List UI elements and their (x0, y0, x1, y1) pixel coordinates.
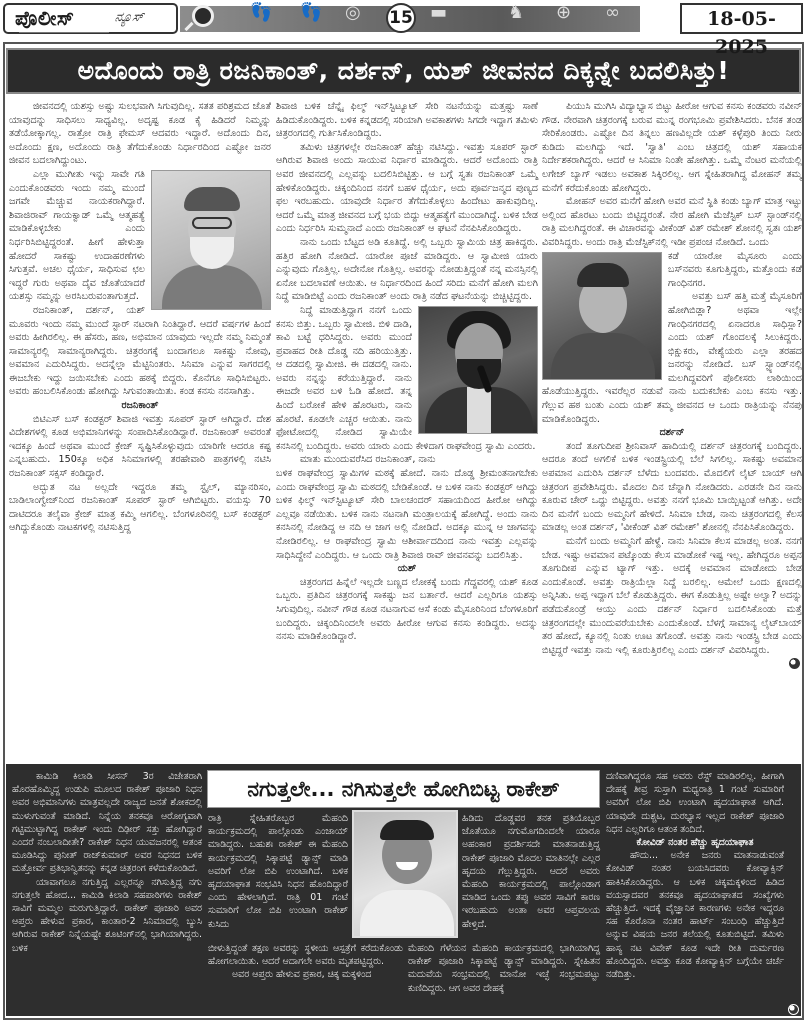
article-paragraph: ಮನೆಗೆ ಬಂದು ಅಮ್ಮನಿಗೆ ಹೇಳ್ದೆ. ನಾನು ಸಿನಿಮಾ ಕೆಲಸ ಮಾಡಲ್ಲ ಅಂತ. ನನಗೆ ಬೇಡ. ಇಷ್ಟು ಅವಮಾನ ಪಟ್ಕೊಂಡು ಕೆಲಸ ಮಾಡೋಕೆ ಇಷ್ಟ ಇಲ್ಲ. ಹೇಗಿದ್ದರೂ ಅಪ್ಪನ ತೂಗುದೀಪ ಎನ್ನುವ ಟ್ಯಾಗ್ ಇತ್ತು. ಅದಕ್ಕೆ ಅವಮಾನ ಮಾಡೋದು ಬೇಡ ಎಂದುಕೊಂಡೆ. ಅವತ್ತು ರಾತ್ರಿಯೆಲ್ಲಾ ನಿದ್ದೆ ಬರಲಿಲ್ಲ. ಆಮೇಲೆ ಒಂದು ಕ್ಷಣದಲ್ಲಿ ಅನ್ನಿಸಿತು. ಅಪ್ಪ ಇದ್ದಾಗ ಬೆಲೆ ಕೊಡುತ್ತಿದ್ದರು. ಈಗ ಕೊಡುತ್ತಿಲ್ಲ ಅಷ್ಟೇ ಅಲ್ವಾ? ಅದನ್ನು ಪಡೆದುಕೊಂಡ್ರೆ ಆಯ್ತು ಎಂದು ದರ್ಶನ್ ನಿರ್ಧಾರ ಬದಲಿಸಿಕೊಂಡು ಮತ್ತೆ ಚಿತ್ರರಂಗದಲ್ಲೇ ಮುಂದುವರೆಯಬೇಕು ಎಂದುಕೊಂಡೆ. ಬೆಳಗ್ಗೆ ಸಾಮಾನ್ಯ ಲೈಟ್‌ಬಾಯ್ ತರ ಹೋದೆ, ಕ್ಯೂನಲ್ಲಿ ನಿಂತು ಊಟ ತಗೊಂಡೆ. ಅವತ್ತು ನಾನು ಇಂಡಸ್ಟ್ರಿ ಬೇಡ ಎಂದು ಬಿಟ್ಟಿದ್ದರೆ ಇವತ್ತು ನಾನು ಇಲ್ಲಿ ಕೂರುತ್ತಿರಲಿಲ್ಲ ಎಂದು ದರ್ಶನ್ ವಿವರಿಸಿದ್ದರು. (542, 536, 802, 656)
yash-photo (418, 306, 538, 434)
article-paragraph: ಅವತ್ತು ಬಸ್ ಹತ್ತಿ ಮತ್ತೆ ಮೈಸೂರಿಗೆ ಹೋಗಿಬಿಡ್ಲಾ? ಅಥವಾ ಇಲ್ಲೇ ಗಾಂಧಿನಗರದಲ್ಲಿ ಏನಾದರೂ ಸಾಧಿಸ್ಲಾ? ಎಂದು ಯಶ್ ಗೊಂದಲಕ್ಕೆ ಸಿಲುಕಿದ್ದರು. ಭಿಕ್ಷುಕರು, ವೇಶ್ಯೆಯರು ಎಲ್ಲಾ ತರಹದ ಜನರನ್ನು ನೋಡಿದೆ. ಬಸ್ ಸ್ಟ್ಯಾಂಡ್‌ನಲ್ಲಿ ಮಲಗಿದ್ದವರಿಗೆ ಪೊಲೀಸರು ಲಾಠಿಯಿಂದ ಹೊಡೆಯುತ್ತಿದ್ದರು. ಇವರೆಲ್ಲರ ನಡುವೆ ನಾನು ಬದುಕಬೇಕು ಎಂಬ ಕನಸು ಇತ್ತು. ಗೆಲ್ಲುವ ಹಠ ಬಂತು ಎಂದು ಯಶ್ ತಮ್ಮ ಜೀವನದ ಆ ಒಂದು ರಾತ್ರಿಯನ್ನು ನೆನಪು ಮಾಡಿಕೊಂಡಿದ್ದರು. (542, 291, 802, 425)
rakesh-paragraph: ಹೌದು... ಅನೇಕ ಜನರು ಮಾತನಾಡುವಂತೆ ಕೋವಿಡ್ ನಂತರ ಬಯಸಿದವರು ಕೋವ್ಯಾಕ್ಸಿನ್ ಹಾಕಿಸಿಕೊಂಡಿದ್ದರು. ಆ ಬಳಿಕ ಚಿಕ್ಕಮಕ್ಕಳಿಂದ ಹಿಡಿದ ವಯಸ್ಸಾದವರ ತನಕವೂ ಹೃದಯಾಘಾತದ ಸಂಖ್ಯೆಗಳು ಹೆಚ್ಚುತ್ತಿದೆ. ಇದಕ್ಕೆ ವೈಜ್ಞಾನಿಕ ಕಾರಣಗಳು ಅನೇಕ ಇದ್ದರೂ ಸಹ ಕೊರೊನಾ ನಂತರ ಹಾರ್ಟ್ ಸಂಬಂಧಿ ಹೆಚ್ಚುತ್ತಿದೆ ಅನ್ನುವ ವಿಷಯ ಜನರ ತಲೆಯಲ್ಲಿ ಕೂತುಬಿಟ್ಟಿದೆ. ತಮಿಳು ಹಾಸ್ಯ ನಟ ವಿವೇಕ್ ಕೂಡ ಇದೇ ರೀತಿ ದುರ್ಮರಣ ಹೊಂದಿದ್ದರು. ಅವತ್ತು ಕೂಡ ಕೋವ್ಯಾಕ್ಸಿನ್ ಬಗ್ಗೆಯೇ ಚರ್ಚೆ ನಡೆದಿತ್ತು. (606, 850, 784, 981)
rakesh-column-2a (208, 812, 348, 940)
footprint-icon: 👣 (250, 2, 273, 23)
article-paragraph: ಬಿಟಿಎಸ್ ಬಸ್ ಕಂಡಕ್ಟರ್ ಶಿವಾಜಿ ಇವತ್ತು ಸೂಪರ್ ಸ್ಟಾರ್ ಆಗಿದ್ದಾರೆ. ದೇಶ ವಿದೇಶಗಳಲ್ಲಿ ಕೂಡ ಅಭಿಮಾನಿಗಳನ್ನು ಸಂಪಾದಿಸಿಕೊಂಡಿದ್ದಾರೆ. ರಜನಿಕಾಂತ್ ಅವರಂತೆ ಇದಕ್ಕೂ ಹಿಂದೆ ಅಥವಾ ಮುಂದೆ ಕ್ರೇಜ್ ಸೃಷ್ಟಿಸಿಕೊಳ್ಳುವುದು ಯಾರಿಗೇ ಆದರೂ ಕಷ್ಟ ಎನ್ನಬಹುದು. 150ಕ್ಕೂ ಅಧಿಕ ಸಿನಿಮಾಗಳಲ್ಲಿ ತರಹೇವಾರಿ ಪಾತ್ರಗಳಲ್ಲಿ ನಟಿಸಿ ರಜನಿಕಾಂತ್ ಸಕ್ಸಸ್ ಕಂಡಿದ್ದಾರೆ. (9, 413, 271, 480)
logo-subtext: ನ್ಯೂಸ್ (113, 10, 145, 25)
pistol-icon: ▬ (430, 2, 448, 23)
rakesh-column-2d (408, 942, 600, 1016)
article-paragraph: ನಾನು ಒಂದು ಬೆಟ್ಟದ ಅಡಿ ಕೂತಿದ್ದೆ. ಅಲ್ಲಿ ಒಬ್ಬರು ಸ್ವಾಮಿಯ ಚಿತ್ರ ಹಾಕಿದ್ದರು. ಹತ್ತಿರ ಹೋಗಿ ನೋಡಿದೆ. ಯಾರೋ ಪೂಜೆ ಮಾಡಿದ್ದರು. ಆ ಸ್ವಾಮೀಜಿ ಯಾರು ಎನ್ನುವುದು ಗೊತ್ತಿಲ್ಲ. ಅದೇನೋ ಗೊತ್ತಿಲ್ಲ. ಅವರನ್ನು ನೋಡುತ್ತಿದ್ದಂತೆ ನನ್ನ ಮನಸ್ಸಿನಲ್ಲಿ ಏನೋ ಬದಲಾವಣೆ ಆಯಿತು. ಆ ನಿರ್ಧಾರದಿಂದ ಹಿಂದೆ ಸರಿದು ಮನೆಗೆ ಹೋಗಿ ಮಲಗಿ ನಿದ್ದೆ ಮಾಡಿಬಿಟ್ಟೆ ಎಂದು ರಜನಿಕಾಂತ್ ಅಂದು ರಾತ್ರಿ ನಡೆದ ಘಟನೆಯನ್ನು ಬಿಚ್ಚಿಟ್ಟಿದ್ದರು. (276, 236, 538, 303)
photo-figure-body (162, 265, 262, 310)
rakesh-paragraph: ದಣಿವಾಗಿದ್ದರೂ ಸಹ ಅವರು ರೆಸ್ಟ್ ಮಾಡಿರಲಿಲ್ಲ. ಹೀಗಾಗಿ ದೇಹಕ್ಕೆ ತೀವ್ರ ಸುಸ್ತಾಗಿ ಮಧ್ಯರಾತ್ರಿ 1 ಗಂಟೆ ಸುಮಾರಿಗೆ ಅವರಿಗೆ ಲೋ ಬಿಪಿ ಉಂಟಾಗಿ ಹೃದಯಾಘಾತ ಆಗಿದೆ. ಯಾವುದೇ ದುಶ್ಚಟ, ದುರಭ್ಯಾಸ ಇಲ್ಲದ ರಾಕೇಶ್ ಪೂಜಾರಿ ನಿಧನ ಎಲ್ಲರಿಗೂ ಆತಂಕ ತಂದಿದೆ. (606, 771, 784, 835)
logo-text: ಪೊಲೀಸ್ (15, 6, 75, 30)
photo-figure-body (551, 333, 655, 380)
magnifier-icon (192, 5, 214, 27)
photo-figure-hair (184, 187, 240, 211)
page-number: 15 (386, 3, 416, 33)
article-paragraph: ಕಡೆ ಯಾರೋ ಮೈಸೂರು ಎಂದು ಬಸ್‌ನವರು ಕೂಗುತ್ತಿದ್ದರು, ಮತ್ತೊಂದು ಕಡೆ ಗಾಂಧಿನಗರ. (668, 250, 802, 289)
article-paragraph: ಅದ್ಭುತ ನಟ ಅಲ್ಲದೇ ಇದ್ದರೂ ತಮ್ಮ ಸ್ಟೈಲ್, ಮ್ಯಾನರಿಸಂ, ಬಾಡಿಲಾಂಗ್ವೇಜ್‌ನಿಂದ ರಜನಿಕಾಂತ್ ಸೂಪರ್ ಸ್ಟಾರ್ ಆಗಿಬಿಟ್ಟರು. ವಯಸ್ಸು 70 ದಾಟಿದರೂ ತಲೈವಾ ಕ್ರೇಜ್ ಮಾತ್ರ ಕಮ್ಮಿ ಆಗಲಿಲ್ಲ. ಬೆಂಗಳೂರಿನಲ್ಲಿ ಬಸ್ ಕಂಡಕ್ಟರ್ ಆಗಿದ್ದುಕೊಂಡು ನಾಟಕಗಳಲ್ಲಿ ನಟಿಸುತ್ತಿದ್ದ (9, 481, 271, 534)
article-paragraph: ಚಿತ್ರರಂಗದ ಹಿನ್ನೆಲೆ ಇಲ್ಲದೇ ಬಣ್ಣದ ಲೋಕಕ್ಕೆ ಬಂದು ಗೆದ್ದವರಲ್ಲಿ ಯಶ್ ಕೂಡ ಒಬ್ಬರು. ಪ್ರತಿದಿನ ಚಿತ್ರರಂಗಕ್ಕೆ ಸಾಕಷ್ಟು ಜನ ಬರ್ತಾರೆ. ಆದರೆ ಎಲ್ಲರಿಗೂ ಯಶಸ್ಸು ಸಿಗುವುದಿಲ್ಲ. ನವೀನ್ ಗೌಡ ಕೂಡ ನಟನಾಗುವ ಆಸೆ ಕಂಡು ಮೈಸೂರಿನಿಂದ ಬೆಂಗಳೂರಿಗೆ ಬಂದಿದ್ದರು. ಚಿಕ್ಕಂದಿನಿಂದಲೇ ಅವರು ಹೀರೋ ಆಗುವ ಕನಸು ಕಂಡಿದ್ದರು. ಅದನ್ನು ನನಸು ಮಾಡಿಕೊಂಡಿದ್ದಾರೆ. (276, 576, 538, 643)
photo-figure-beard (190, 237, 234, 269)
rakesh-paragraph: ಕಾಮಿಡಿ ಕಿಲಾಡಿ ಸೀಸನ್ 3ರ ವಿಜೇತರಾಗಿ ಹೊರಹೊಮ್ಮಿದ್ದ ಉಡುಪಿ ಮೂಲದ ರಾಕೇಶ್ ಪೂಜಾರಿ ನಿಧನ ಅವರ ಅಭಿಮಾನಿಗಳು ಮಾತ್ರವಲ್ಲದೇ ರಾಜ್ಯದ ಜನತೆ ಶೋಕದಲ್ಲಿ ಮುಳುಗುವಂತೆ ಮಾಡಿದೆ. ನಿನ್ನೆಯ ತನಕವೂ ಆರೋಗ್ಯವಾಗಿ ಗಟ್ಟಿಮುಟ್ಟಾಗಿದ್ದ ರಾಕೇಶ್ ಇಂದು ದಿಢೀರ್ ಸತ್ತು ಹೋಗಿದ್ದಾರೆ ಎಂದರೆ ನಂಬಲಾದೀತೇ? ರಾಕೇಶ್ ನಿಧನ ಯುವಜನರಲ್ಲಿ ಆತಂಕ ಮೂಡಿಸಿದ್ದು ಪುನೀತ್ ರಾಜ್‌ಕುಮಾರ್ ಅವರ ನಿಧನದ ಬಳಿಕ ಮತ್ತೋರ್ವ ಪ್ರತಿಭಾನ್ವಿತನನ್ನು ಕನ್ನಡ ಚಿತ್ರರಂಗ ಕಳೆದುಕೊಂಡಿದೆ. (12, 771, 202, 875)
article-paragraph: ಪಿಯುಸಿ ಮುಗಿಸಿ ವಿದ್ಯಾಭ್ಯಾಸ ಬಿಟ್ಟು ಹೀರೋ ಆಗುವ ಕನಸು ಕಂಡವರು ನವೀನ್ ಗೌಡ. ನೇರವಾಗಿ ಚಿತ್ರರಂಗಕ್ಕೆ ಬರುವ ಮುನ್ನ ರಂಗಭೂಮಿ ಪ್ರವೇಶಿಸಿದರು. ಬೆನಕ ತಂಡ ಸೇರಿಕೊಂಡರು. ಎಷ್ಟೋ ದಿನ ತಿನ್ನಲು ಹಣವಿಲ್ಲದೇ ಯಶ್ ಕಳ್ಳೆಪುರಿ ತಿಂದು ನೀರು ಕುಡಿದು ಮಲಗಿದ್ದು ಇದೆ. 'ಸ್ವಾತಿ' ಎಂಬ ಚಿತ್ರದಲ್ಲಿ ಯಶ್ ಸಹಾಯಕ ನಿರ್ದೇಶಕರಾಗಿದ್ದರು. ಆದರೆ ಆ ಸಿನಿಮಾ ನಿಂತೇ ಹೋಗಿತ್ತು. ಒಮ್ಮೆ ನೆಂಟರ ಮನೆಯಲ್ಲಿ ಲಗೇಜ್ ಬ್ಯಾಗ್ ಇಡಲು ಅವಕಾಶ ಸಿಕ್ಕಿರಲಿಲ್ಲ. ಆಗ ಸ್ನೇಹಿತರಾಗಿದ್ದ ಮೋಹನ್ ತಮ್ಮ ಮನೆಗೆ ಕರೆದುಕೊಂಡು ಹೋಗಿದ್ದರು. (542, 101, 802, 194)
article-column-1 (9, 100, 271, 760)
article-paragraph: ಬಳಿಕ ರಾಘವೇಂದ್ರ ಸ್ವಾಮಿಗಳ ಮಠಕ್ಕೆ ಹೋದೆ. ನಾನು ದೊಡ್ಡ ಶ್ರೀಮಂತನಾಗಬೇಕು ಎಂದು ರಾಘವೇಂದ್ರ ಸ್ವಾಮಿ ಮಠದಲ್ಲಿ ಬೇಡಿಕೊಂಡೆ. ಆ ಬಳಿಕ ನಾನು ಕಂಡಕ್ಟರ್ ಆಗಿದ್ದು ಬಳಿಕ ಫಿಲ್ಮ್ ಇನ್‌ಸ್ಟಿಟ್ಯೂಟ್ ಸೇರಿ ಬಾಲಚಂದರ್ ಸಹಾಯದಿಂದ ಹೀರೋ ಆಗಿದ್ದು ಎಲ್ಲವೂ ನಡೆಯಿತು. ಬಳಿಕ ನಾನು ನಟನಾಗಿ ಮಂತ್ರಾಲಯಕ್ಕೆ ಹೋಗಿದ್ದೆ. ಅಂದು ನಾನು ಕನಸಿನಲ್ಲಿ ನೋಡಿದ್ದ ಆ ನದಿ ಆ ಜಾಗ ಅಲ್ಲಿ ನೋಡಿದೆ. ಅದಕ್ಕೂ ಮುನ್ನ ಆ ಜಾಗವನ್ನು ನೋಡಿರಲಿಲ್ಲ. ಆ ರಾಘವೇಂದ್ರ ಸ್ವಾಮಿ ಆಶೀರ್ವಾದದಿಂದ ನಾನು ಇವತ್ತು ಎಲ್ಲವನ್ನು ಸಾಧಿಸಿದ್ದೇನೆ ಎಂದಿದ್ದರು. ಆ ಒಂದು ರಾತ್ರಿ ಶಿವಾಜಿ ರಾವ್ ಜೀವನವನ್ನು ಬದಲಿಸಿತ್ತು. (276, 468, 538, 561)
subheading-covid: ಕೋವಿಡ್ ನಂತರ ಹೆಚ್ಚು ಹೃದಯಾಘಾತ (636, 837, 754, 849)
rakesh-column-3 (606, 770, 784, 1015)
rakesh-story-title-box (207, 770, 600, 808)
rajinikanth-photo (151, 170, 271, 310)
rakesh-paragraph: ಮೆಹಂದಿ ಗೆಳೆಯನ ಮೆಹಂದಿ ಕಾರ್ಯಕ್ರಮದಲ್ಲಿ ಭಾಗಿಯಾಗಿದ್ದ ರಾಕೇಶ್ ಪೂಜಾರಿ ಸಿಕ್ಕಾಪಟ್ಟೆ ಡ್ಯಾನ್ಸ್ ಮಾಡಿದ್ದರು. ಸ್ನೇಹಿತನ ಮದುವೆಯ ಸಂಭ್ರಮದಲ್ಲಿ ಮಾನೋ ಇಚ್ಛೆ ಸಂಭ್ರಮಪಟ್ಟು ಕುಣಿದಿದ್ದರು. ಆಗ ಅವರ ದೇಹಕ್ಕೆ (408, 943, 600, 994)
issue-date: 18-05-2025 (680, 3, 803, 34)
handcuffs-icon: ∞ (605, 2, 620, 23)
darshan-photo (542, 252, 662, 380)
article-end-mark-icon (788, 1004, 799, 1015)
article-end-mark-icon (789, 658, 800, 669)
subheading-rajinikanth: ರಜನಿಕಾಂತ್ (121, 400, 159, 412)
photo-figure-hair (577, 263, 629, 287)
rakesh-column-2b (462, 812, 600, 940)
footprint-icon: 👣 (300, 2, 323, 23)
rakesh-paragraph: ಯಾವಾಗಲೂ ನಗುತ್ತಿದ್ದ ಎಲ್ಲರನ್ನೂ ನಗಿಸುತ್ತಿದ್ದ ನಗು ನಗುತ್ತಲೇ ಹೋದ... ಕಾಮಿಡಿ ಕಿಲಾಡಿ ಸಹಪಾಠಿಗಳು ರಾಕೇಶ್ ಸಾವಿಗೆ ಮಮ್ಮಲ ಮರುಗುತ್ತಿದ್ದಾರೆ. ರಾಕೇಶ್ ಪೂಜಾರಿ ಅವರ ಆಪ್ತರು ಹೇಳುವ ಪ್ರಕಾರ, ಕಾಂತಾರ-2 ಸಿನಿಮಾದಲ್ಲಿ ಬ್ಯುಸಿ ಆಗಿರುವ ರಾಕೇಶ್ ನಿನ್ನೆಯಷ್ಟೇ ಶೂಟಿಂಗ್‌ನಲ್ಲಿ ಭಾಗಿಯಾಗಿದ್ದರು. ಬಳಿಕ (12, 876, 202, 954)
article-column-2 (276, 100, 538, 760)
logo-underline (19, 32, 109, 33)
rakesh-paragraph: ಹಿಡಿದು ದೊಡ್ಡವರ ತನಕ ಪ್ರತಿಯೊಬ್ಬರ ಜೊತೆಯೂ ನಗುಮೊಗದಿಂದಲೇ ಯಾರೂ ಅಹಂಕಾರ ಪ್ರದರ್ಶಿಸದೇ ಮಾತನಾಡುತ್ತಿದ್ದ ರಾಕೇಶ್ ಪೂಜಾರಿ ಮೊದಲ ಮಾತಿನಲ್ಲೇ ಎಲ್ಲರ ಹೃದಯ ಗೆಲ್ಲುತ್ತಿದ್ದರು. ಆದರೆ ಅವರು ಮೆಹಂದಿ ಕಾರ್ಯಕ್ರಮದಲ್ಲಿ ಪಾಲ್ಗೊಂಡಾಗ ಮಾಡಿದ ಒಂದು ತಪ್ಪು ಅವರ ಸಾವಿಗೆ ಕಾರಣ ಇರಬಹುದು ಅಂತಾ ಅವರ ಆಪ್ತವಲಯ ಹೇಳ್ತಿದೆ. (462, 813, 600, 930)
article-paragraph: ನಿದ್ದೆ ಮಾಡುತ್ತಿದ್ದಾಗ ನನಗೆ ಒಂದು ಕನಸು ಬಿತ್ತು. ಒಬ್ಬರು ಸ್ವಾಮೀಜಿ. ಬಿಳಿ ದಾಡಿ, ಕಾವಿ ಬಟ್ಟೆ ಧರಿಸಿದ್ದರು. ಅವರು ಮುಂದೆ ಪ್ರವಾಹದ ರೀತಿ ದೊಡ್ಡ ನದಿ ಹರಿಯುತ್ತಿತ್ತು. ಆ ದಡದಲ್ಲಿ ಸ್ವಾಮೀಜಿ. ಈ ದಡದಲ್ಲಿ ನಾನು. ಅವರು ನನ್ನನ್ನು ಕರೆಯುತ್ತಿದ್ದಾರೆ. ನಾನು ಈಜದೇ ಅವರ ಬಳಿ ಓಡಿ ಹೋದೆ. ತನ್ನ ಹಿಂದೆ ಬರೋಕೆ ಹೇಳಿ ಹೊರಟರು, ನಾನು ಹೊರಟೆ. ಕೂಡಲೇ ಎಚ್ಚರ ಆಯಿತು. ನಾನು ಫೋಟೋದಲ್ಲಿ ನೋಡಿದ ಸ್ವಾಮಿಯೇ ಕನಸಿನಲ್ಲಿ ಬಂದಿದ್ದರು. ಅವರು ಯಾರು ಎಂದು ಕೇಳಿದಾಗ ರಾಘವೇಂದ್ರ ಸ್ವಾಮಿ ಎಂದರು. (276, 304, 536, 452)
rakesh-story-title: ನಗುತ್ತಲೇ... ನಗಿಸುತ್ತಲೇ ಹೋಗಿಬಿಟ್ಟ ರಾಕೇಶ್ (247, 777, 560, 801)
article-paragraph: ಮಾತು ಮುಂದುವರೆಸಿದ ರಜನಿಕಾಂತ್, ನಾನು (300, 454, 436, 466)
photo-figure-body (360, 890, 454, 938)
rakesh-paragraph: ರಾತ್ರಿ ಸ್ನೇಹಿತರೊಬ್ಬರ ಮೆಹಂದಿ ಕಾರ್ಯಕ್ರಮದಲ್ಲಿ ಪಾಲ್ಗೊಂಡು ಎಂಜಾಯ್ ಮಾಡಿದ್ದರು. ಬಹುಶಃ ರಾಕೇಶ್ ಈ ಮೆಹಂದಿ ಕಾರ್ಯಕ್ರಮದಲ್ಲಿ ಸಿಕ್ಕಾಪಟ್ಟೆ ಡ್ಯಾನ್ಸ್ ಮಾಡಿ ಅವರಿಗೆ ಲೋ ಬಿಪಿ ಉಂಟಾಗಿದೆ. ಬಳಿಕ ಹೃದಯಾಘಾತ ಸಂಭವಿಸಿ ನಿಧನ ಹೊಂದಿದ್ದಾರೆ ಎಂದು ಹೇಳಲಾಗ್ತಿದೆ. ರಾತ್ರಿ 01 ಗಂಟೆ ಸುಮಾರಿಗೆ ಲೋ ಬಿಪಿ ಉಂಟಾಗಿ ರಾಕೇಶ್ ಕುಸಿದು (208, 813, 348, 930)
article-paragraph: ರಜನಿಕಾಂತ್, ದರ್ಶನ್, ಯಶ್ ಮೂವರು ಇಂದು ನಮ್ಮ ಮುಂದೆ ಸ್ಟಾರ್ ನಟರಾಗಿ ನಿಂತಿದ್ದಾರೆ. ಆದರೆ ವರ್ಷಗಳ ಹಿಂದೆ ಅವರು ಹೀಗಿರಲಿಲ್ಲ. ಈ ಹೆಸರು, ಹಣ, ಅಭಿಮಾನ ಯಾವುದು ಇಲ್ಲದೇ ನಮ್ಮ ನಿಮ್ಮಂತೆ ಸಾಮಾನ್ಯರಲ್ಲಿ ಸಾಮಾನ್ಯರಾಗಿದ್ದರು. ಚಿತ್ರರಂಗಕ್ಕೆ ಬಂದಾಗಲೂ ಸಾಕಷ್ಟು ನೋವು, ಅವಮಾನ ಎದುರಿಸಿದ್ದರು. ಅದನ್ನೆಲ್ಲಾ ಮೆಟ್ಟಿನಿಂತರು. ಸಿನಿಮಾ ಎನ್ನುವ ಸಾಗರದಲ್ಲಿ ಈಜಬೇಕು ಇದ್ದು ಜಯಿಸಬೇಕು ಎಂದು ಹಠಕ್ಕೆ ಬಿದ್ದರು. ಕೊನೆಗೂ ಸಾಧಿಸಿಬಿಟ್ಟರು. ಅವರು ಹಂಬಲಿಸಿಕೊಂಡು ಹೋಗಿದ್ದು ಸಿಗುವಂತಾಯಿತು. ಕಂಡ ಕನಸು ನನಸಾಗಿತ್ತು. (9, 304, 271, 398)
article-paragraph: ಮೋಹನ್ ಅವರ ಮನೆಗೆ ಹೋಗಿ ಅವರ ಮನೆ ಸ್ಥಿತಿ ಕಂಡು ಬ್ಯಾಗ್ ಮಾತ್ರ ಇಟ್ಟು ಅಲ್ಲಿಂದ ಹೊರಟು ಬಂದು ಬಿಟ್ಟಿದ್ದರಂತೆ. ನೇರ ಹೋಗಿ ಮೆಜೆಸ್ಟಿಕ್ ಬಸ್ ಸ್ಟಾಂಡ್‌ನಲ್ಲಿ ರಾತ್ರಿ ಮಲಗಿದ್ದರಂತೆ. ಈ ವಿಚಾರವನ್ನು ವೀಕೆಂಡ್ ವಿತ್ ರಮೇಶ್ ಶೋನಲ್ಲಿ ಸ್ವತಃ ಯಶ್ ವಿವರಿಸಿದ್ದರು. ಅಂದು ರಾತ್ರಿ ಮೆಜೆಸ್ಟಿಕ್‌ನಲ್ಲಿ ಇಡೀ ಪ್ರಪಂಚ ನೋಡಿದೆ. ಒಂದು (542, 196, 802, 248)
newspaper-logo (3, 3, 178, 34)
article-paragraph: ತಮಿಳು ಚಿತ್ರಗಳಲ್ಲೇ ರಜನಿಕಾಂತ್ ಹೆಚ್ಚು ನಟಿಸಿದ್ದು. ಇವತ್ತು ಸೂಪರ್ ಸ್ಟಾರ್ ಆಗಿರುವ ಶಿವಾಜಿ ಅಂದು ಸಾಯುವ ನಿರ್ಧಾರ ಮಾಡಿದ್ದರು. ಆದರೆ ಅದೊಂದು ರಾತ್ರಿ ಅವರ ಜೀವನದಲ್ಲಿ ಎಲ್ಲವನ್ನು ಬದಲಿಸಿಬಿಟ್ಟಿತ್ತು. ಆ ಬಗ್ಗೆ ಸ್ವತಃ ರಜನಿಕಾಂತ್ ಒಮ್ಮೆ ಹೇಳಿಕೊಂಡಿದ್ದರು. ಚಿಕ್ಕಂದಿನಿಂದ ನನಗೆ ಬಹಳ ಧೈರ್ಯ, ಅದು ಪೂರ್ವಜನ್ಮದ ಪುಣ್ಯದ ಫಲ ಇರಬಹುದು. ಯಾವುದೇ ನಿರ್ಧಾರ ತೆಗೆದುಕೊಳ್ಳಲು ಹಿಂದೇಟು ಹಾಕುವುದಿಲ್ಲ. ಆದರೆ ಒಮ್ಮೆ ಮಾತ್ರ ಜೀವನದ ಬಗ್ಗೆ ಭಯ ಬಿದ್ದು ಆತ್ಮಹತ್ಯೆಗೆ ಮುಂದಾಗಿದ್ದೆ. ಬಳಿಕ ಬೇಡ ಎಂದು ನಿರ್ಧರಿಸಿ ಸುಮ್ಮನಾದೆ ಎಂದು ರಜನಿಕಾಂತ್ ಆ ಘಟನೆ ನೆನಪಿಸಿಕೊಂಡಿದ್ದರು. (276, 141, 539, 235)
article-paragraph: ಜೀವನದಲ್ಲಿ ಯಶಸ್ಸು ಅಷ್ಟು ಸುಲಭವಾಗಿ ಸಿಗುವುದಿಲ್ಲ. ಸತತ ಪರಿಶ್ರಮದ ಜೊತೆ ಯಾವುದನ್ನು ಸಾಧಿಸಲು ಸಾಧ್ಯವಿಲ್ಲ. ಅದೃಷ್ಟ ಕೂಡ ಕೈ ಹಿಡಿದರೆ ನಿಮ್ಮನ್ನು ತಡೆಯೋಕ್ಕಾಗಲ್ಲ. ರಾತ್ರೋ ರಾತ್ರಿ ಫೇಮಸ್ ಆದವರು ಇದ್ದಾರೆ. ಅದೊಂದು ದಿನ, ಅದೊಂದು ಕ್ಷಣ, ಅದೊಂದು ರಾತ್ರಿ ತೆಗೆದುಕೊಂಡು ನಿರ್ಧಾರದಿಂದ ಎಷ್ಟೋ ಜನರ ಜೀವನ ಬದಲಾಗಿದ್ದುಂಟು. (9, 101, 271, 167)
photo-figure-hair (380, 820, 434, 840)
rakesh-column-2c (208, 942, 403, 1016)
police-dog-icon: ♞ (508, 2, 525, 23)
subheading-darshan: ದರ್ಶನ್ (659, 427, 685, 439)
target-icon: ⊕ (556, 2, 572, 23)
rakesh-paragraph: ಬೀಳುತ್ತಿದ್ದಂತೆ ತಕ್ಷಣ ಅವರನ್ನು ಸ್ಥಳೀಯ ಆಸ್ಪತ್ರೆಗೆ ಕರೆದುಕೊಂಡು ಹೋಗಲಾಯಿತು. ಆದರೆ ಆದಾಗಲೇ ಅವರು ಮೃತಪಟ್ಟಿದ್ದರು. (208, 943, 403, 968)
headline-banner (6, 48, 801, 94)
glasses-shape (192, 217, 232, 229)
subheading-yash: ಯಶ್ (397, 563, 417, 575)
article-paragraph: ತಂದೆ ತೂಗುದೀಪ ಶ್ರೀನಿವಾಸ್ ಹಾದಿಯಲ್ಲಿ ದರ್ಶನ್ ಚಿತ್ರರಂಗಕ್ಕೆ ಬಂದಿದ್ದರು. ಆದರೂ ತಂದೆ ಅಗಲಿಕೆ ಬಳಿಕ ಇಂಡಸ್ಟ್ರಿಯಲ್ಲಿ ಬೆಲೆ ಸಿಗಲಿಲ್ಲ. ಸಾಕಷ್ಟು ಅವಮಾನ ಅಪಮಾನ ಎದುರಿಸಿ ದರ್ಶನ್ ಬೆಳೆದು ಬಂದವರು. ಮೊದಲಿಗೆ ಲೈಟ್ ಬಾಯ್ ಆಗಿ ಚಿತ್ರರಂಗ ಪ್ರವೇಶಿಸಿದ್ದರು. ಮೊದಲ ದಿನ ಚೆನ್ನಾಗಿ ನೋಡಿದರು. ಎರಡನೇ ದಿನ ನಾನು ಕೂರುವ ಚೇರ್ ಒದ್ದು ಬಿಟ್ಟಿದ್ದರು. ಅವತ್ತು ನನಗೆ ಭೂಮಿ ಬಾಯ್ಬಿಟ್ಟಂತೆ ಆಗಿತ್ತು. ಅದೇ ದಿನ ಮನೆಗೆ ಬಂದು ಅಮ್ಮನಿಗೆ ಹೇಳಿದೆ. ಸಿನಿಮಾ ಬೇಡ, ನಾನು ಚಿತ್ರರಂಗದಲ್ಲಿ ಕೆಲಸ ಮಾಡಲ್ಲ ಅಂತ ದರ್ಶನ್, 'ವೀಕೆಂಡ್ ವಿತ್ ರಮೇಶ್' ಶೋನಲ್ಲಿ ನೆನಪಿಸಿಕೊಂಡಿದ್ದರು. (542, 440, 802, 534)
fingerprint-icon: ◎ (345, 2, 361, 23)
article-paragraph: ಎಲ್ಲಾ ಮುಗೀತು ಇನ್ನು ಸಾವೇ ಗತಿ ಎಂದುಕೊಂಡವರು ಇಂದು ನಮ್ಮ ಮುಂದೆ ಜಗವೇ ಮೆಚ್ಚುವ ನಾಯಕರಾಗಿದ್ದಾರೆ. ಶಿವಾಜಿರಾವ್ ಗಾಯಕ್ವಾಡ್ ಒಮ್ಮೆ ಆತ್ಮಹತ್ಯೆ ಮಾಡಿಕೊಳ್ಳಬೇಕು ಎಂದು ನಿರ್ಧರಿಸಿಬಿಟ್ಟಿದ್ದರಂತೆ. ಹೀಗೆ ಹೇಳುತ್ತಾ ಹೋದರೆ ಸಾಕಷ್ಟು ಉದಾಹರಣೆಗಳು ಸಿಗುತ್ತವೆ. ಅಚಲ ಧೈರ್ಯ, ಸಾಧಿಸುವ ಛಲ ಇದ್ದರೆ ಗುರು ಅಥವಾ ದೈವ ಜೊತೆಯಾದರೆ ಯಶಸ್ಸು ನಮ್ಮನ್ನು ಅರಸಿಬರುವಂತಾಗುತ್ತದೆ. (9, 168, 145, 303)
article-column-3 (542, 100, 802, 760)
photo-figure-shirt (467, 387, 491, 434)
article-paragraph: ಶಿವಾಜಿ ಬಳಿಕ ಚೆನ್ನೈ ಫಿಲ್ಮ್ ಇನ್‌ಸ್ಟಿಟ್ಯೂಟ್ ಸೇರಿ ನಟನೆಯನ್ನು ಮತ್ತಷ್ಟು ಸಾಣೆ ಹಿಡಿದುಕೊಂಡಿದ್ದರು. ಬಳಿಕ ಕನ್ನಡದಲ್ಲಿ ಸರಿಯಾಗಿ ಅವಕಾಶಗಳು ಸಿಗದೇ ಇದ್ದಾಗ ತಮಿಳು ಚಿತ್ರರಂಗದಲ್ಲಿ ಗುರ್ತಿಸಿಕೊಂಡಿದ್ದರು. (276, 101, 538, 140)
rakesh-column-1 (12, 770, 202, 1015)
main-headline: ಅದೊಂದು ರಾತ್ರಿ ರಜನಿಕಾಂತ್, ದರ್ಶನ್, ಯಶ್ ಜೀವನದ ದಿಕ್ಕನ್ನೇ ಬದಲಿಸಿತ್ತು! (77, 56, 730, 85)
rakesh-paragraph: ಅವರ ಆಪ್ತರು ಹೇಳುವ ಪ್ರಕಾರ, ಚಿಕ್ಕ ಮಕ್ಕಳಿಂದ (232, 969, 372, 981)
rakesh-photo (352, 810, 458, 938)
